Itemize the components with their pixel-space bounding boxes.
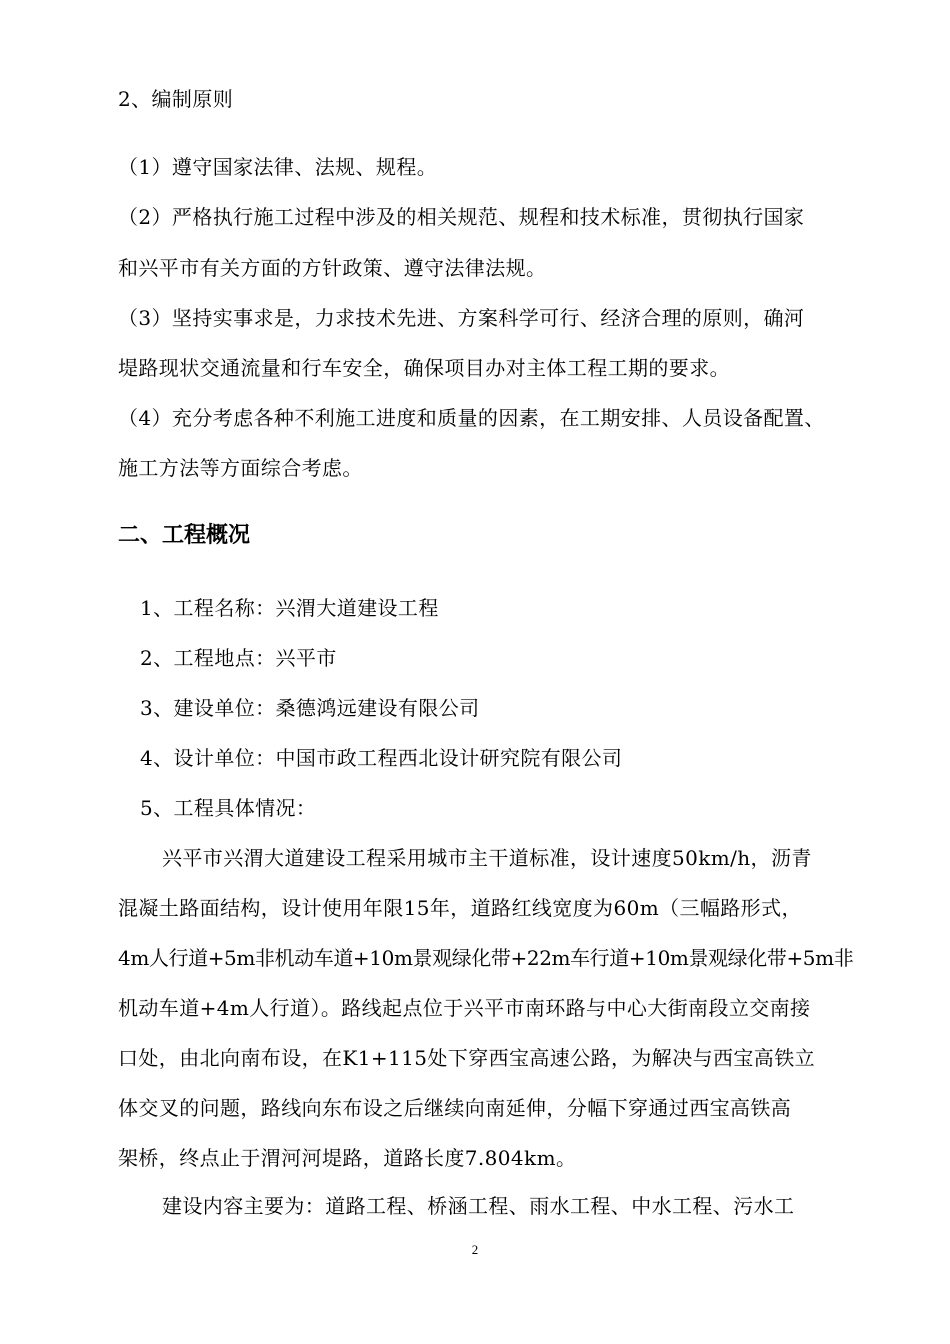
details-paragraph-2-line-1: 建设内容主要为：道路工程、桥涵工程、雨水工程、中水工程、污水工 (162, 1194, 795, 1218)
details-paragraph-1-line-3: 4m人行道+5m非机动车道+10m景观绿化带+22m车行道+10m景观绿化带+5m非 (118, 946, 854, 970)
section-title-principles: 2、编制原则 (118, 87, 234, 111)
principle-4-line-1: （4）充分考虑各种不利施工进度和质量的因素，在工期安排、人员设备配置、 (118, 406, 825, 430)
overview-item-builder: 3、建设单位：桑德鸿远建设有限公司 (140, 696, 480, 720)
details-paragraph-1-line-1: 兴平市兴渭大道建设工程采用城市主干道标准，设计速度50km/h，沥青 (162, 846, 812, 870)
principle-3-line-2: 堤路现状交通流量和行车安全，确保项目办对主体工程工期的要求。 (118, 356, 730, 380)
overview-item-location: 2、工程地点：兴平市 (140, 646, 337, 670)
details-paragraph-1-line-4: 机动车道+4m人行道）。路线起点位于兴平市南环路与中心大街南段立交南接 (118, 996, 811, 1020)
principle-2-line-1: （2）严格执行施工过程中涉及的相关规范、规程和技术标准，贯彻执行国家 (118, 205, 805, 229)
overview-item-details: 5、工程具体情况： (140, 796, 317, 820)
overview-item-designer: 4、设计单位：中国市政工程西北设计研究院有限公司 (140, 746, 623, 770)
section-heading-overview: 二、工程概况 (118, 523, 251, 548)
principle-3-line-1: （3）坚持实事求是，力求技术先进、方案科学可行、经济合理的原则，确河 (118, 306, 805, 330)
principle-1: （1）遵守国家法律、法规、规程。 (118, 155, 438, 179)
principle-4-line-2: 施工方法等方面综合考虑。 (118, 456, 363, 480)
details-paragraph-1-line-6: 体交叉的问题，路线向东布设之后继续向南延伸，分幅下穿通过西宝高铁高 (118, 1096, 792, 1120)
details-paragraph-1-line-7: 架桥，终点止于渭河河堤路，道路长度7.804km。 (118, 1146, 577, 1170)
page-number: 2 (471, 1242, 479, 1257)
details-paragraph-1-line-5: 口处，由北向南布设，在K1+115处下穿西宝高速公路，为解决与西宝高铁立 (118, 1046, 815, 1070)
overview-item-name: 1、工程名称：兴渭大道建设工程 (140, 596, 439, 620)
details-paragraph-1-line-2: 混凝土路面结构，设计使用年限15年，道路红线宽度为60m（三幅路形式， (118, 896, 802, 920)
principle-2-line-2: 和兴平市有关方面的方针政策、遵守法律法规。 (118, 256, 547, 280)
